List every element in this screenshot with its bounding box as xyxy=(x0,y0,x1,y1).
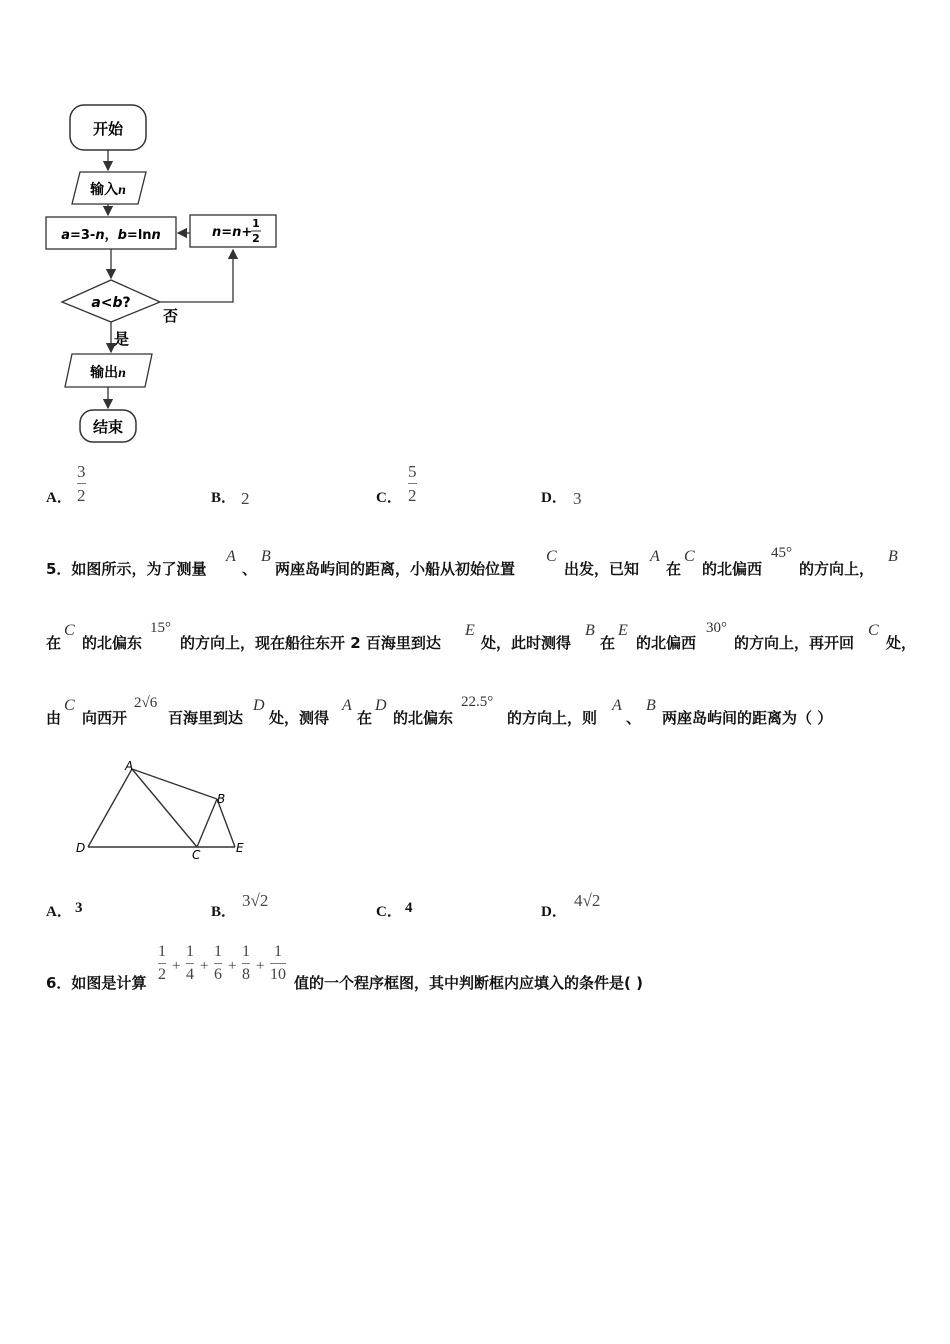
point-B-label: B xyxy=(217,792,226,806)
start-label: 开始 xyxy=(92,120,124,138)
no-label: 否 xyxy=(163,307,179,325)
q5-line-2: 在 C 的北偏东 15° 的方向上，现在船往东开 2 百海里到达 E 处，此时测得 B 在 E 的北偏西 30° 的方向上，再开回 C 处， xyxy=(46,620,917,652)
q5-option-a-label: A． xyxy=(46,904,72,920)
q5-option-d-value: 4√2 xyxy=(574,891,601,910)
q5-option-d-label: D． xyxy=(541,904,567,920)
q5-geometry-figure xyxy=(70,755,260,865)
q5-option-a-value: 3 xyxy=(75,900,83,916)
point-E-label: E xyxy=(236,841,244,855)
point-C-label: C xyxy=(192,848,201,862)
q6-prefix: 6．如图是计算 xyxy=(46,974,147,992)
q6-question: 6．如图是计算 1 2 + 1 4 + 1 6 + 1 8 + 1 10 值的一个程序框图，其中判断框内应填入的条件是( ) xyxy=(46,943,643,992)
q4-option-a-label: A． xyxy=(46,490,72,506)
update-frac-num: 1 xyxy=(252,217,260,230)
q4-option-c-label: C． xyxy=(376,490,402,506)
q6-term-1: 1 2 xyxy=(158,943,166,983)
q4-option-b-label: B． xyxy=(211,490,237,506)
flowchart xyxy=(0,95,300,455)
assign-label: a=3-n，b=lnn xyxy=(61,228,161,243)
q5-option-c-value: 4 xyxy=(405,900,413,916)
q6-suffix: 值的一个程序框图，其中判断框内应填入的条件是( ) xyxy=(294,974,643,992)
q4-option-a-value: 3 2 xyxy=(77,462,86,505)
q5-option-b-label: B． xyxy=(211,904,237,920)
q4-option-b-value: 2 xyxy=(241,489,250,508)
update-label: n=n+ xyxy=(212,225,253,240)
segment-DA xyxy=(88,769,132,847)
end-label: 结束 xyxy=(92,418,124,436)
point-A-label: A xyxy=(125,759,134,773)
q5-line-1: 5．如图所示，为了测量 A 、 B 两座岛屿间的距离，小船从初始位置 C 出发，已知 A 在 C 的北偏西 45° 的方向上， B xyxy=(46,545,898,578)
q5-option-c-label: C． xyxy=(376,904,402,920)
q4-option-d-value: 3 xyxy=(573,489,582,508)
segment-CB xyxy=(197,799,217,847)
q6-term-4: 1 8 xyxy=(242,943,250,983)
segment-BE xyxy=(217,799,235,847)
q5-line-3: 由 C 向西开 2√6 百海里到达 D 处，测得 A 在 D 的北偏东 22.5° 的方向上，则 A 、 B 两座岛屿间的距离为（ ） xyxy=(46,694,833,727)
q6-term-2: 1 4 xyxy=(186,943,194,983)
condition-label: a<b? xyxy=(91,295,131,311)
q4-option-c-value: 5 2 xyxy=(408,462,417,505)
yes-label: 是 xyxy=(114,330,130,348)
q4-option-d-label: D． xyxy=(541,490,567,506)
output-label: 输出n xyxy=(90,365,126,381)
point-D-label: D xyxy=(76,841,86,855)
input-label: 输入n xyxy=(90,182,126,198)
update-frac-den: 2 xyxy=(252,232,260,245)
q6-term-5: 1 10 xyxy=(270,943,286,983)
q5-option-b-value: 3√2 xyxy=(242,891,269,910)
q6-term-3: 1 6 xyxy=(214,943,222,983)
